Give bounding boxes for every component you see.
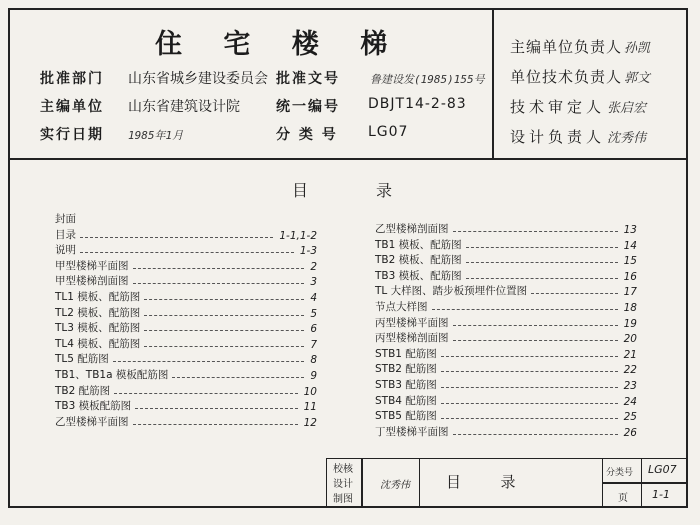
toc-row	[55, 399, 317, 413]
toc-entry-label: STB4 配筋图	[375, 394, 437, 407]
toc-entry-label: TL4 模板、配筋图	[55, 337, 141, 350]
toc-entry-label: 丙型楼梯剖面图	[375, 332, 449, 345]
chief-unit-head-signature: 孙凯	[624, 41, 651, 56]
title-block-role-draw: 制图	[333, 494, 353, 505]
header-divider	[8, 158, 688, 160]
toc-leader-line	[144, 346, 304, 347]
approval-doc-value: 鲁建设发(1985)155号	[370, 73, 485, 86]
title-block-signature: 沈秀伟	[380, 480, 410, 491]
design-head-signature: 沈秀伟	[607, 131, 647, 146]
title-block-page-label: 页	[618, 493, 628, 504]
toc-leader-line	[144, 315, 304, 316]
toc-entry-page: 13	[623, 224, 637, 236]
title-block-page-value: 1-1	[652, 488, 670, 501]
tech-reviewer-label: 技术审定人	[510, 98, 606, 116]
toc-row	[375, 425, 637, 439]
toc-entry-page: 10	[303, 385, 317, 398]
contents-title-char-1: 目	[292, 181, 309, 200]
approval-dept-value: 山东省城乡建设委员会	[128, 71, 268, 87]
toc-leader-line	[531, 293, 618, 294]
toc-leader-line	[144, 330, 304, 331]
toc-entry-page: 25	[623, 411, 637, 424]
effective-date-value: 1985年1月	[128, 129, 184, 142]
title-block-name: 目 录	[446, 473, 526, 491]
toc-row	[55, 306, 317, 320]
toc-entry-label: 目录	[55, 228, 76, 241]
toc-entry-label: 说明	[55, 244, 76, 257]
toc-row	[375, 300, 637, 314]
toc-row	[375, 284, 637, 298]
toc-row	[55, 228, 317, 242]
toc-row	[55, 321, 317, 335]
contents-title-char-2: 录	[376, 181, 393, 200]
toc-entry-label: TL5 配筋图	[55, 353, 109, 366]
toc-row	[55, 337, 317, 351]
toc-entry-page: 1-3	[299, 245, 317, 258]
toc-leader-line	[432, 309, 618, 310]
toc-entry-label: TL 大样图、踏步板预埋件位置图	[375, 285, 528, 298]
toc-entry-label: TB3 模板、配筋图	[375, 269, 462, 282]
approval-dept-label: 批准部门	[40, 71, 104, 87]
toc-entry-label: STB3 配筋图	[375, 379, 437, 391]
toc-entry-label: TB1 模板、配筋图	[375, 238, 462, 251]
toc-entry-page: 12	[303, 416, 317, 429]
toc-leader-line	[453, 340, 618, 341]
unified-number-value: DBJT14-2-83	[368, 96, 467, 112]
toc-entry-label: 甲型楼梯平面图	[55, 259, 129, 272]
toc-leader-line	[133, 283, 305, 284]
toc-leader-line	[133, 424, 298, 425]
toc-entry-label: 节点大样图	[375, 301, 428, 313]
header-vertical-divider	[492, 8, 494, 160]
title-block-class-label: 分类号	[606, 468, 634, 478]
toc-entry-label: TL3 模板、配筋图	[55, 322, 141, 335]
toc-leader-line	[441, 371, 618, 372]
toc-entry-label: 甲型楼梯剖面图	[55, 275, 129, 288]
toc-entry-page: 17	[623, 286, 637, 299]
toc-row	[55, 259, 317, 273]
toc-leader-line	[441, 418, 618, 419]
toc-row	[375, 409, 637, 423]
toc-entry-page: 5	[310, 307, 317, 320]
class-number-label: 分 类 号	[276, 127, 338, 143]
unified-number-label: 统一编号	[276, 99, 340, 115]
toc-row	[375, 269, 637, 283]
toc-entry-label: STB2 配筋图	[375, 363, 437, 376]
tech-reviewer-signature: 张启宏	[607, 101, 647, 116]
toc-row	[55, 290, 317, 304]
toc-entry-label: 丙型楼梯平面图	[375, 316, 449, 329]
chief-unit-head-label: 主编单位负责人	[510, 38, 623, 56]
toc-leader-line	[466, 247, 618, 248]
toc-entry-label: TL1 模板、配筋图	[55, 291, 141, 303]
toc-entry-label: 丁型楼梯平面图	[375, 425, 449, 438]
tech-head-label: 单位技术负责人	[510, 68, 623, 86]
toc-leader-line	[453, 231, 618, 232]
toc-leader-line	[453, 325, 618, 326]
toc-entry-page: 20	[623, 333, 637, 346]
toc-leader-line	[80, 237, 273, 238]
toc-entry-page: 6	[310, 323, 317, 336]
toc-leader-line	[453, 434, 618, 435]
tech-reviewer-row	[510, 96, 646, 117]
toc-entry-page: 24	[623, 395, 637, 408]
toc-entry-page: 19	[623, 317, 637, 330]
toc-entry-label: TB3 模板配筋图	[55, 400, 132, 413]
toc-row	[375, 378, 637, 392]
toc-entry-label: TL2 模板、配筋图	[55, 306, 141, 319]
toc-row	[55, 368, 317, 382]
toc-leader-line	[113, 361, 305, 362]
toc-leader-line	[114, 393, 297, 394]
toc-leader-line	[441, 387, 618, 388]
toc-entry-label: TB2 模板、配筋图	[375, 254, 462, 267]
toc-row	[55, 352, 317, 366]
toc-row	[375, 394, 637, 408]
toc-row	[375, 347, 637, 361]
toc-entry-label: STB5 配筋图	[375, 410, 437, 423]
toc-entry-page: 26	[623, 426, 637, 439]
toc-row	[55, 384, 317, 398]
tech-head-row	[510, 66, 650, 87]
toc-leader-line	[80, 252, 294, 253]
toc-entry-label: TB1、TB1a 模板配筋图	[55, 369, 169, 381]
toc-entry-page: 7	[310, 338, 317, 351]
title-block-role-check: 校核	[333, 464, 353, 475]
toc-entry-page: 22	[623, 364, 637, 377]
toc-entry-label: 乙型楼梯平面图	[55, 415, 129, 428]
toc-entry-label: 封面	[55, 213, 76, 225]
toc-row	[375, 331, 637, 345]
title-block-class-value: LG07	[648, 463, 677, 476]
chief-unit-head-row	[510, 36, 650, 57]
toc-leader-line	[144, 299, 304, 300]
editor-unit-value: 山东省建筑设计院	[128, 99, 240, 115]
toc-row	[55, 212, 317, 226]
toc-leader-line	[133, 268, 305, 269]
toc-row	[375, 316, 637, 330]
toc-entry-label: 乙型楼梯剖面图	[375, 223, 449, 235]
toc-entry-page: 18	[623, 302, 637, 314]
toc-row	[55, 415, 317, 429]
toc-leader-line	[172, 377, 304, 378]
effective-date-label: 实行日期	[40, 127, 104, 143]
toc-row	[55, 274, 317, 288]
toc-leader-line	[466, 262, 618, 263]
toc-entry-page: 3	[310, 276, 317, 289]
page-title: 住 宅 楼 梯	[155, 29, 404, 60]
title-block-role-design: 设计	[333, 479, 353, 490]
toc-row	[375, 362, 637, 376]
toc-entry-page: 14	[623, 239, 637, 252]
class-number-value: LG07	[368, 124, 409, 140]
toc-entry-page: 4	[310, 292, 317, 304]
toc-leader-line	[441, 403, 618, 404]
toc-entry-page: 2	[310, 260, 317, 273]
tech-head-signature: 郭文	[624, 71, 651, 86]
toc-leader-line	[135, 408, 297, 409]
toc-row	[55, 243, 317, 257]
contents-title	[292, 178, 460, 201]
toc-row	[375, 253, 637, 267]
editor-unit-label: 主编单位	[40, 99, 104, 115]
toc-row	[375, 238, 637, 252]
toc-entry-page: 21	[623, 348, 637, 361]
toc-leader-line	[466, 278, 618, 279]
toc-entry-page: 15	[623, 255, 637, 268]
design-head-row	[510, 126, 646, 147]
toc-row	[375, 222, 637, 236]
toc-entry-page: 11	[303, 401, 317, 414]
toc-entry-page: 23	[623, 380, 637, 392]
design-head-label: 设计负责人	[510, 128, 606, 146]
toc-entry-page: 16	[623, 270, 637, 283]
toc-entry-label: STB1 配筋图	[375, 347, 437, 360]
toc-entry-label: TB2 配筋图	[55, 384, 111, 397]
toc-leader-line	[441, 356, 618, 357]
approval-doc-label: 批准文号	[276, 71, 340, 87]
toc-entry-page: 9	[310, 370, 317, 382]
toc-entry-page: 1-1,1-2	[279, 229, 317, 242]
toc-entry-page: 8	[310, 354, 317, 367]
